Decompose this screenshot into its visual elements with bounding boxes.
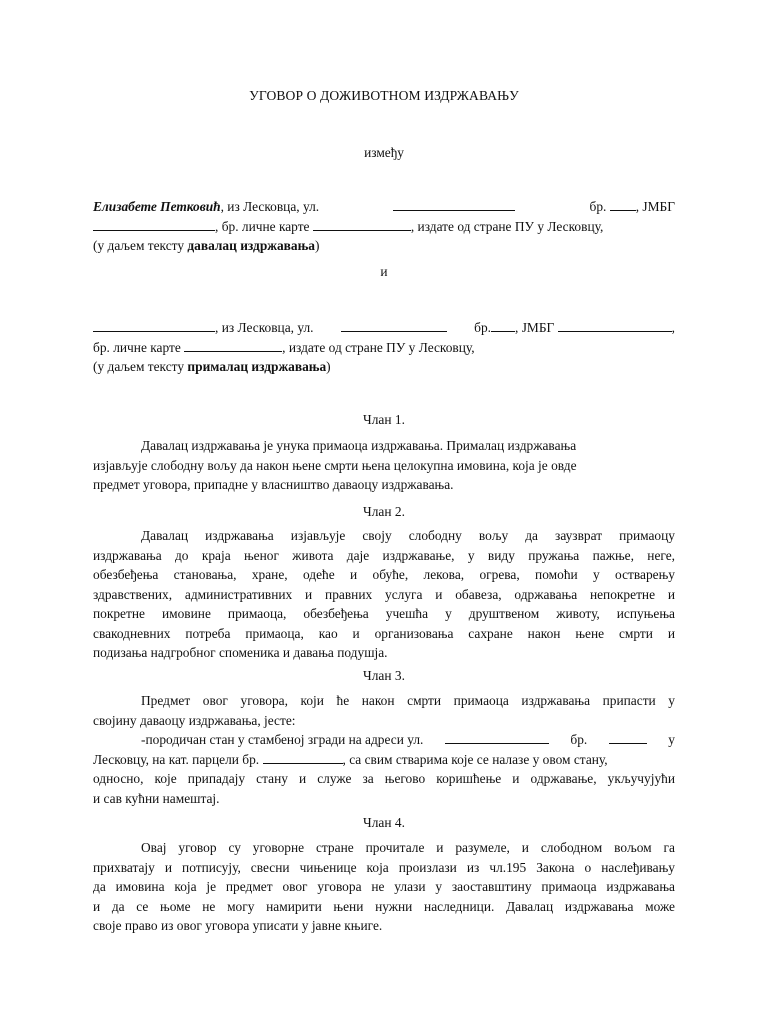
- party-1-line-1: Елизабете Петковић, из Лесковца, ул. бр. , ЈМБГ: [93, 199, 675, 214]
- article-3-heading: Члан 3.: [363, 668, 405, 683]
- party-1-line-3: (у даљем тексту давалац издржавања): [93, 238, 320, 253]
- article-4-heading: Члан 4.: [363, 815, 405, 830]
- address-number-blank: [609, 730, 647, 744]
- jmbg-blank: [93, 217, 215, 231]
- number-blank-2: [491, 318, 515, 332]
- role-giver: давалац издржавања: [187, 238, 315, 253]
- number-blank: [610, 197, 636, 211]
- party-1-name: Елизабете Петковић: [93, 199, 221, 214]
- article-2-body: Давалац издржавања изјављује своју слободну вољу да заузврат примаоцу издржавања до краја њеног живота даје издржавање, у виду пружања пажње, неге, обезбеђења становања, хране, одеће и обуће, лекова, огрева, помоћи у остварењу здравствених, административних и правних услуга и обавеза, одржавања непокретне и покретне имовине примаоца, обезбеђења учешћа у друштвеном животу, испуњења свакодневних потреба примаоца, као и организовања сахране након њене смрти и подизања надгробног споменика и давања подушја.: [93, 528, 675, 660]
- article-3-body: Предмет овог уговора, који ће након смрти примаоца издржавања припасти у својину даваоцу издржавања, јесте: -породичан стан у стамбеној згради на адреси ул. бр. у Лесковцу, на кат. парцели бр. , са свим стварима које се налазе у овом стану, односно, које припадају стану и служе за његово коришћење и одржавање, укључујући и сав кућни намештај.: [93, 693, 675, 806]
- article-3-parcel-line: Лесковцу, на кат. парцели бр. , са свим стварима које се налазе у овом стану,: [93, 751, 608, 767]
- article-2-heading: Члан 2.: [363, 504, 405, 519]
- jmbg-blank-2: [558, 318, 672, 332]
- id-card-blank-2: [184, 338, 282, 352]
- address-blank: [445, 730, 549, 744]
- document-title: УГОВОР О ДОЖИВОТНОМ ИЗДРЖАВАЊУ: [249, 88, 519, 103]
- party-2-line-2: бр. личне карте , издате од стране ПУ у Лесковцу,: [93, 339, 475, 355]
- id-card-blank: [313, 217, 411, 231]
- party-2: [93, 318, 675, 377]
- article-1-heading: Члан 1.: [363, 412, 405, 427]
- article-4-body: Овај уговор су уговорне стране прочитале и разумеле, и слободном вољом га прихватају и потписују, свесни чињенице која произлази из чл.195 Закона о наслеђивању да имовина која је предмет овог уговора не улази у заоставштину примаоца издржавања и да се њоме не могу намирити њени нужни наследници. Давалац издржавања може своје право из овог уговора уписати у јавне књиге.: [93, 840, 675, 933]
- and-label: и: [380, 264, 388, 279]
- party-1: [93, 197, 675, 256]
- role-receiver: прималац издржавања: [187, 359, 327, 374]
- between-label: између: [364, 145, 404, 160]
- street-blank-2: [341, 318, 447, 332]
- street-blank: [393, 197, 515, 211]
- party-2-line-3: (у даљем тексту прималац издржавања): [93, 359, 331, 374]
- article-3-address-line: -породичан стан у стамбеној згради на адреси ул. бр. у: [141, 732, 675, 747]
- article-1-body: Давалац издржавања је унука примаоца издржавања. Прималац издржавања изјављује слободну вољу да након њене смрти њена целокупна имовина, која је овде предмет уговора, припадне у власништво даваоцу издржавања.: [93, 438, 577, 492]
- name-blank: [93, 318, 215, 332]
- party-2-line-1: , из Лесковца, ул. бр. , ЈМБГ ,: [93, 318, 675, 338]
- parcel-blank: [263, 750, 343, 764]
- party-1-line-2: , бр. личне карте , издате од стране ПУ у Лесковцу,: [93, 217, 675, 237]
